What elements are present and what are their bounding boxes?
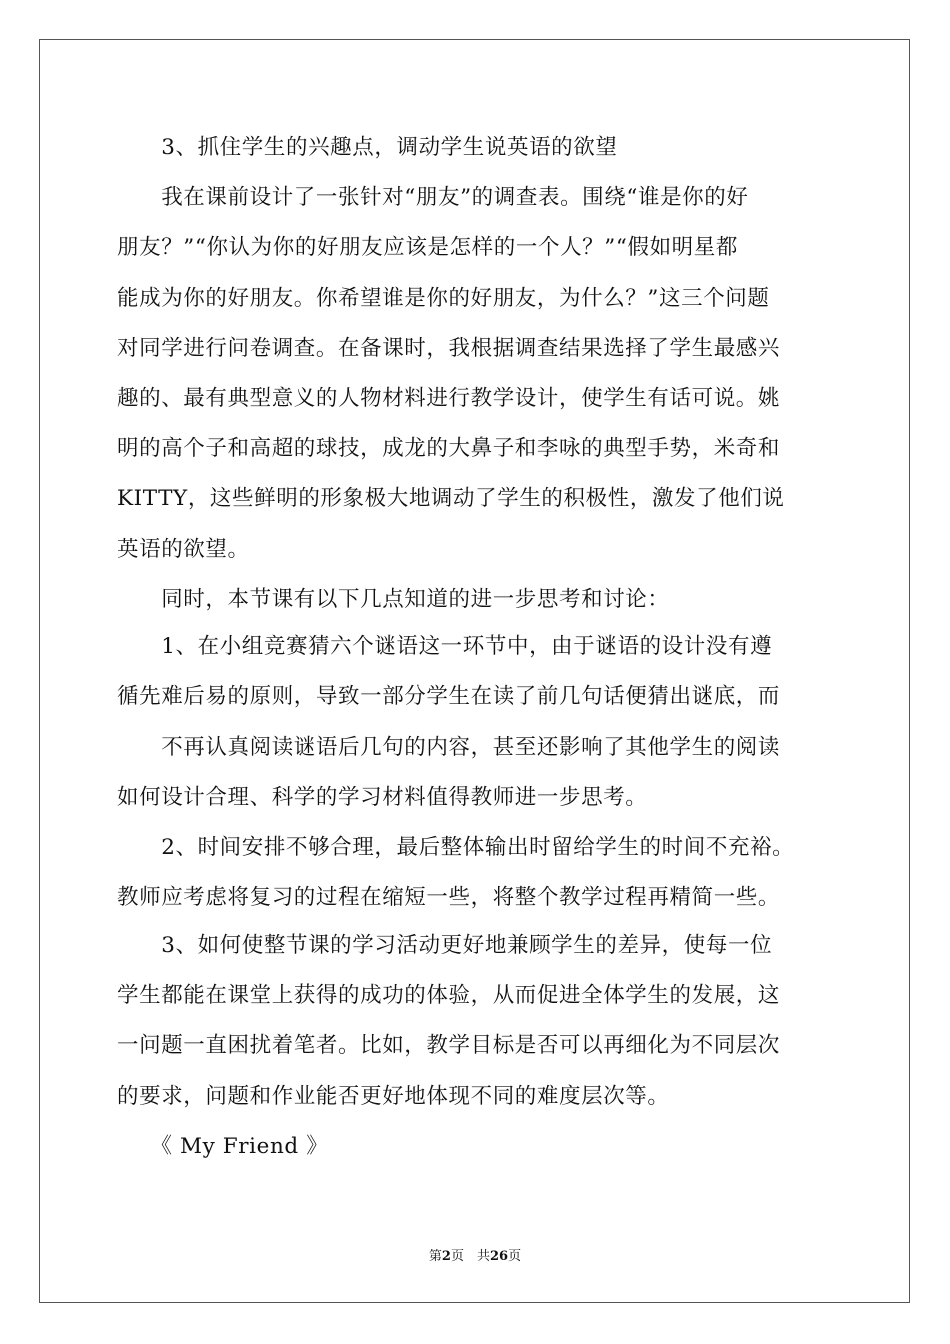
page-footer: [0, 1245, 950, 1264]
paragraph-line: 循先难后易的原则，导致一部分学生在读了前几句话便猜出谜底，而: [117, 684, 781, 709]
paragraph-line: 的要求，问题和作业能否更好地体现不同的难度层次等。: [117, 1084, 670, 1109]
footer-suffix: 页: [508, 1249, 522, 1264]
title-line: 《 My Friend 》: [117, 1134, 329, 1159]
paragraph-line: 明的高个子和高超的球技，成龙的大鼻子和李咏的典型手势，米奇和: [117, 436, 781, 461]
paragraph-line: 一问题一直困扰着笔者。比如，教学目标是否可以再细化为不同层次: [117, 1033, 781, 1058]
paragraph-line: KITTY，这些鲜明的形象极大地调动了学生的积极性，激发了他们说: [117, 486, 785, 511]
paragraph-line: 2、时间安排不够合理，最后整体输出时留给学生的时间不充裕。: [117, 835, 795, 860]
current-page-number: 2: [441, 1249, 451, 1264]
paragraph-line: 能成为你的好朋友。你希望谁是你的好朋友，为什么？”这三个问题: [117, 286, 770, 311]
paragraph-line: 对同学进行问卷调查。在备课时，我根据调查结果选择了学生最感兴: [117, 336, 781, 361]
paragraph-line: 同时，本节课有以下几点知道的进一步思考和讨论：: [117, 587, 670, 612]
paragraph-line: 我在课前设计了一张针对“朋友”的调查表。围绕“谁是你的好: [117, 185, 749, 210]
total-page-number: 26: [489, 1249, 509, 1264]
footer-prefix: 第: [428, 1249, 442, 1264]
paragraph-line: 教师应考虑将复习的过程在缩短一些，将整个教学过程再精简一些。: [117, 885, 781, 910]
paragraph-line: 如何设计合理、科学的学习材料值得教师进一步思考。: [117, 785, 648, 810]
page-border: [39, 39, 910, 1303]
paragraph-line: 1、在小组竞赛猜六个谜语这一环节中，由于谜语的设计没有遵: [117, 634, 773, 659]
paragraph-line: 学生都能在课堂上获得的成功的体验，从而促进全体学生的发展，这: [117, 983, 781, 1008]
paragraph-line: 3、如何使整节课的学习活动更好地兼顾学生的差异，使每一位: [117, 933, 773, 958]
footer-mid: 页 共: [450, 1249, 490, 1264]
paragraph-line: 3、抓住学生的兴趣点，调动学生说英语的欲望: [117, 135, 618, 160]
paragraph-line: 朋友？”“你认为你的好朋友应该是怎样的一个人？”“假如明星都: [117, 235, 738, 260]
paragraph-line: 英语的欲望。: [117, 537, 250, 562]
paragraph-line: 趣的、最有典型意义的人物材料进行教学设计，使学生有话可说。姚: [117, 386, 781, 411]
paragraph-line: 不再认真阅读谜语后几句的内容，甚至还影响了其他学生的阅读: [117, 735, 781, 760]
